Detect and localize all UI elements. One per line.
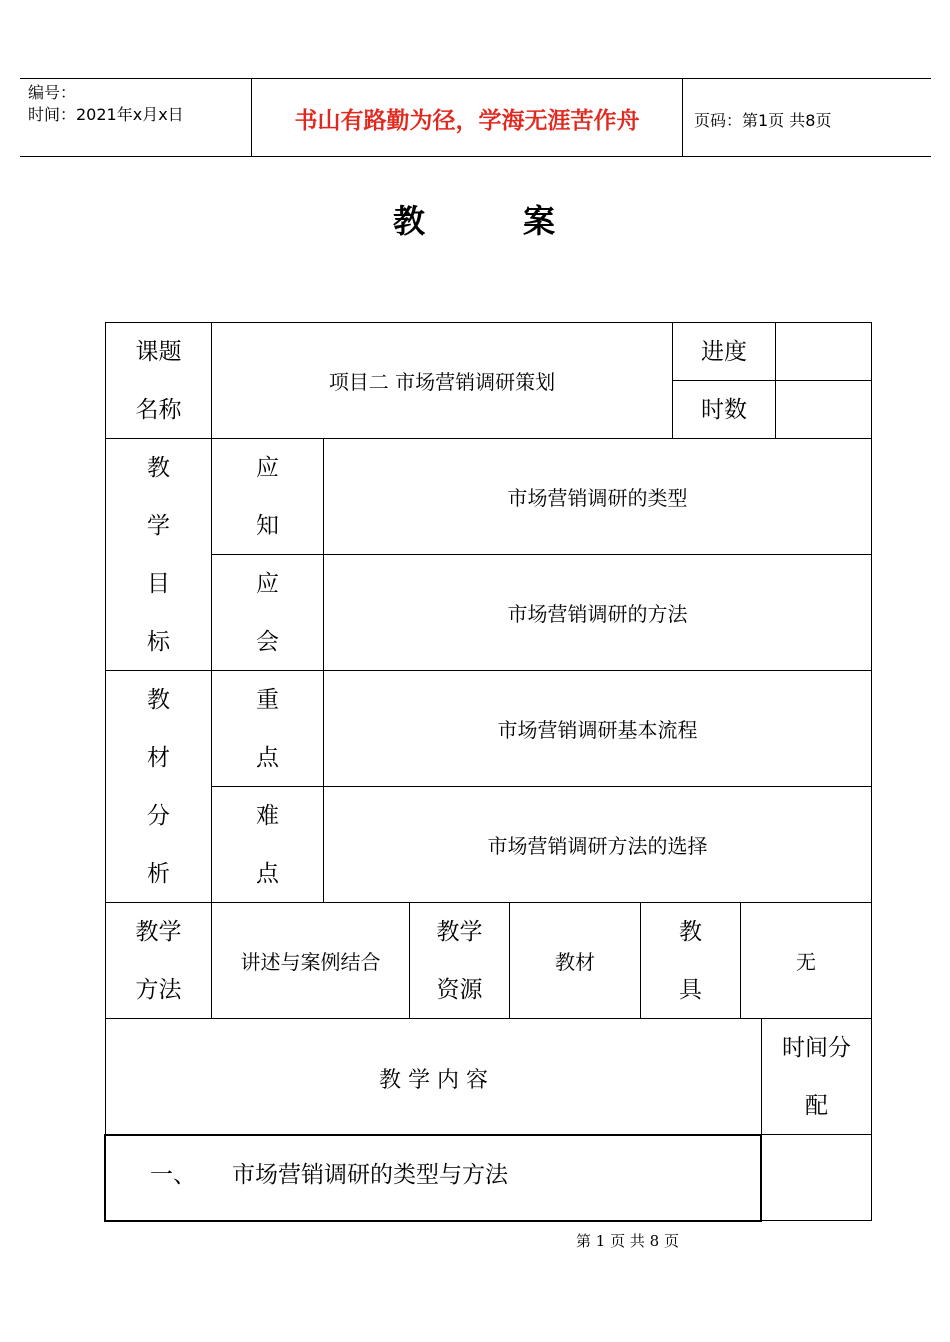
resource-label: 资源	[436, 976, 483, 1003]
analysis-label-cell	[105, 670, 212, 903]
key-label: 点	[256, 744, 279, 771]
difficult-label: 点	[256, 860, 279, 887]
hours-value-cell	[775, 380, 872, 439]
know-value: 市场营销调研的类型	[507, 486, 688, 510]
topic-label: 名称	[135, 396, 182, 423]
time-label: 时间：2021年x月x日	[28, 105, 184, 124]
analysis-label: 材	[147, 744, 170, 771]
analysis-label: 教	[147, 686, 170, 713]
key-label-cell	[211, 670, 324, 787]
section-title: 市场营销调研的类型与方法	[232, 1162, 508, 1188]
skill-label: 应	[256, 570, 279, 597]
time-alloc-label: 时间分	[782, 1034, 851, 1061]
tools-value: 无	[796, 950, 816, 974]
header-top-rule	[20, 78, 931, 79]
page-title	[0, 196, 950, 242]
time-alloc-label-cell	[761, 1018, 872, 1135]
difficult-label-cell	[211, 786, 324, 903]
header-page-info: 页码：第1页 共8页	[694, 111, 832, 130]
skill-label: 会	[256, 628, 279, 655]
key-value-cell	[323, 670, 872, 787]
tools-label: 教	[679, 918, 702, 945]
key-value: 市场营销调研基本流程	[497, 718, 698, 742]
know-label: 应	[256, 454, 279, 481]
progress-label-cell	[672, 322, 776, 381]
tools-label: 具	[679, 976, 702, 1003]
method-label-cell	[105, 902, 212, 1019]
topic-label: 课题	[135, 338, 182, 365]
skill-label-cell	[211, 554, 324, 671]
method-value: 讲述与案例结合	[240, 950, 381, 974]
progress-value-cell	[775, 322, 872, 381]
topic-label-cell	[105, 322, 212, 439]
section-number: 一、	[150, 1162, 196, 1188]
content-header-cell	[105, 1018, 762, 1135]
objectives-label: 目	[147, 570, 170, 597]
resource-label-cell	[409, 902, 510, 1019]
analysis-label: 分	[147, 802, 170, 829]
section-time-cell	[761, 1134, 872, 1221]
objectives-label: 教	[147, 454, 170, 481]
time-alloc-label: 配	[805, 1092, 828, 1119]
header-motto: 书山有路勤为径，学海无涯苦作舟	[294, 108, 640, 134]
objectives-label: 标	[147, 628, 170, 655]
method-label: 教学	[135, 918, 182, 945]
section-cell	[104, 1134, 762, 1222]
key-label: 重	[256, 686, 279, 713]
header-divider	[682, 78, 683, 156]
skill-value-cell	[323, 554, 872, 671]
hours-label: 时数	[701, 396, 747, 423]
tools-value-cell	[740, 902, 872, 1019]
serial-label: 编号：	[28, 83, 77, 102]
header-bottom-rule	[20, 156, 931, 157]
topic-value-cell	[211, 322, 673, 439]
title-char: 教	[392, 202, 427, 240]
title-char: 案	[523, 202, 558, 240]
tools-label-cell	[640, 902, 741, 1019]
difficult-label: 难	[256, 802, 279, 829]
header-meta	[28, 82, 184, 126]
analysis-label: 析	[147, 860, 170, 887]
difficult-value: 市场营销调研方法的选择	[487, 834, 708, 858]
objectives-label-cell	[105, 438, 212, 671]
page-footer: 第 1 页 共 8 页	[576, 1232, 679, 1250]
resource-label: 教学	[436, 918, 483, 945]
content-header: 教 学 内 容	[379, 1068, 488, 1093]
resource-value-cell	[509, 902, 641, 1019]
know-label-cell	[211, 438, 324, 555]
method-value-cell	[211, 902, 410, 1019]
know-value-cell	[323, 438, 872, 555]
hours-label-cell	[672, 380, 776, 439]
objectives-label: 学	[147, 512, 170, 539]
topic-value: 项目二 市场营销调研策划	[328, 370, 556, 394]
difficult-value-cell	[323, 786, 872, 903]
skill-value: 市场营销调研的方法	[507, 602, 688, 626]
know-label: 知	[256, 512, 279, 539]
method-label: 方法	[135, 976, 182, 1003]
resource-value: 教材	[555, 950, 595, 974]
progress-label: 进度	[701, 338, 747, 365]
